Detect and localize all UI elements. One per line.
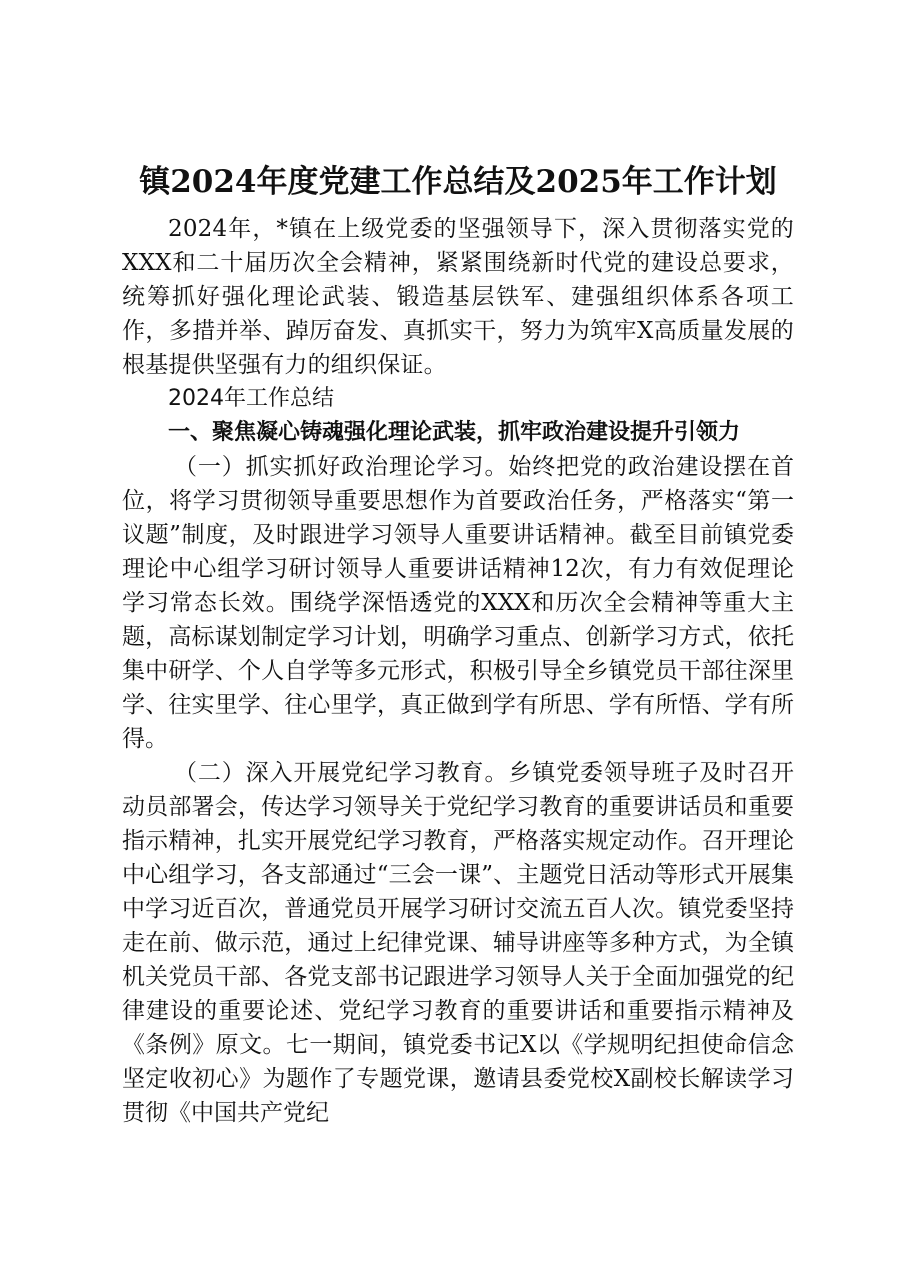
document-title: 镇2024年度党建工作总结及2025年工作计划 — [139, 164, 777, 200]
part-one-item-one: （一）抓实抓好政治理论学习。始终把党的政治建设摆在首位，将学习贯彻领导重要思想作为首要政治任务，严格落实“第一议题”制度，及时跟进学习领导人重要讲话精神。截至目前镇党委理论中心组学习研讨领导人重要讲话精神12次，有力有效促理论学习常态长效。围绕学深悟透党的XXX和历次全会精神等重大主题，高标谋划制定学习计划，明确学习重点、创新学习方式，依托集中研学、个人自学等多元形式，积极引导全乡镇党员干部往深里学、往实里学、往心里学，真正做到学有所思、学有所悟、学有所得。 — [122, 454, 794, 752]
part-one-item-two: （二）深入开展党纪学习教育。乡镇党委领导班子及时召开动员部署会，传达学习领导关于党纪学习教育的重要讲话员和重要指示精神，扎实开展党纪学习教育，严格落实规定动作。召开理论中心组学习，各支部通过“三会一课”、主题党日活动等形式开展集中学习近百次，普通党员开展学习研讨交流五百人次。镇党委坚持走在前、做示范，通过上纪律党课、辅导讲座等多种方式，为全镇机关党员干部、各党支部书记跟进学习领导人关于全面加强党的纪律建设的重要论述、党纪学习教育的重要讲话和重要指示精神及《条例》原文。七一期间，镇党委书记X以《学规明纪担使命信念坚定收初心》为题作了专题党课，邀请县委党校X副校长解读学习贯彻《中国共产党纪 — [122, 760, 794, 1126]
part-one-heading: 一、聚焦凝心铸魂强化理论武装，抓牢政治建设提升引领力 — [168, 420, 741, 445]
section-heading: 2024年工作总结 — [168, 386, 334, 411]
intro-paragraph: 2024年，*镇在上级党委的坚强领导下，深入贯彻落实党的XXX和二十届历次全会精神，紧紧围绕新时代党的建设总要求，统筹抓好强化理论武装、锻造基层铁军、建强组织体系各项工作，多措并举、踔厉奋发、真抓实干，努力为筑牢X高质量发展的根基提供坚强有力的组织保证。 — [122, 216, 794, 378]
document-body — [122, 160, 794, 1130]
